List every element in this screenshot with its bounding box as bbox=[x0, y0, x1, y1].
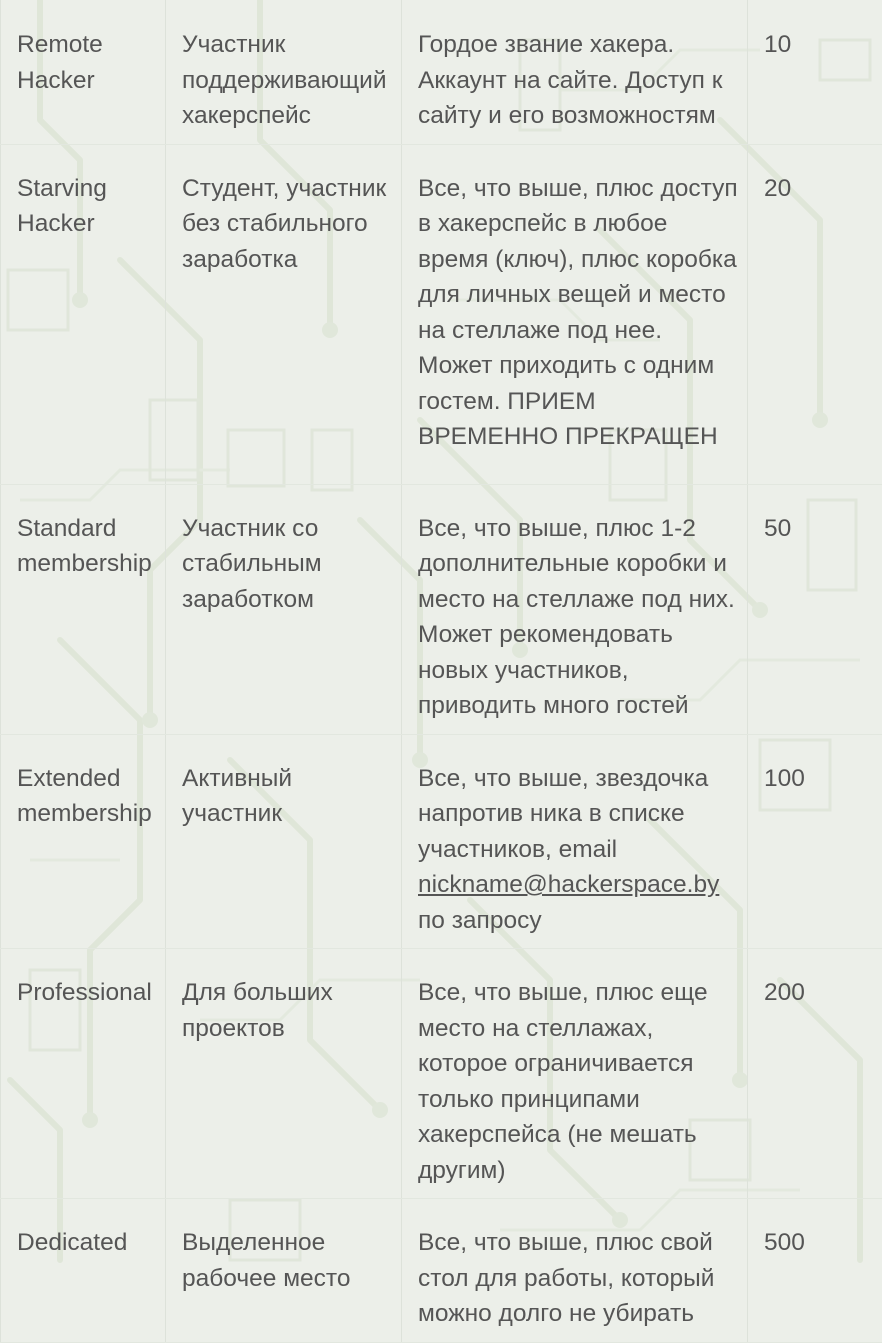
membership-description-cell: Участник поддерживающий хакерспейс bbox=[166, 0, 402, 144]
email-link[interactable]: nickname@hackerspace.by bbox=[418, 871, 719, 898]
table-row bbox=[1, 0, 882, 144]
membership-features-cell bbox=[402, 734, 748, 949]
membership-description-cell: Участник со стабильным заработком bbox=[166, 484, 402, 734]
table-row bbox=[1, 484, 882, 734]
membership-features-cell: Все, что выше, плюс доступ в хакерспейс в любое время (ключ), плюс коробка для личных вещей и место на стеллаже под нее. Может приходить с одним гостем. ПРИЕМ ВРЕМЕННО ПРЕКРАЩЕН bbox=[402, 144, 748, 484]
features-text-prefix: Все, что выше, звездочка напротив ника в списке участников, email bbox=[418, 765, 708, 863]
membership-features-cell: Все, что выше, плюс свой стол для работы, который можно долго не убирать bbox=[402, 1199, 748, 1343]
membership-name-cell: Remote Hacker bbox=[1, 0, 166, 144]
membership-price-cell: 100 bbox=[748, 734, 882, 949]
membership-price-cell: 50 bbox=[748, 484, 882, 734]
membership-price-cell: 500 bbox=[748, 1199, 882, 1343]
membership-name-cell: Standard membership bbox=[1, 484, 166, 734]
membership-name-cell: Starving Hacker bbox=[1, 144, 166, 484]
table-row bbox=[1, 949, 882, 1199]
membership-name-cell: Professional bbox=[1, 949, 166, 1199]
membership-name-cell: Dedicated bbox=[1, 1199, 166, 1343]
table-row bbox=[1, 1199, 882, 1343]
membership-features-cell: Все, что выше, плюс еще место на стеллажах, которое ограничивается только принципами хакерспейса (не мешать другим) bbox=[402, 949, 748, 1199]
membership-price-cell: 20 bbox=[748, 144, 882, 484]
membership-description-cell: Для больших проектов bbox=[166, 949, 402, 1199]
membership-features-cell: Гордое звание хакера. Аккаунт на сайте. Доступ к сайту и его возможностям bbox=[402, 0, 748, 144]
membership-price-cell: 200 bbox=[748, 949, 882, 1199]
membership-price-cell: 10 bbox=[748, 0, 882, 144]
table-row bbox=[1, 144, 882, 484]
membership-description-cell: Активный участник bbox=[166, 734, 402, 949]
table-row bbox=[1, 734, 882, 949]
membership-features-cell: Все, что выше, плюс 1-2 дополнительные коробки и место на стеллаже под них. Может рекомендовать новых участников, приводить много гостей bbox=[402, 484, 748, 734]
membership-name-cell: Extended membership bbox=[1, 734, 166, 949]
membership-description-cell: Студент, участник без стабильного заработка bbox=[166, 144, 402, 484]
features-text-suffix: по запросу bbox=[418, 907, 542, 934]
membership-description-cell: Выделенное рабочее место bbox=[166, 1199, 402, 1343]
